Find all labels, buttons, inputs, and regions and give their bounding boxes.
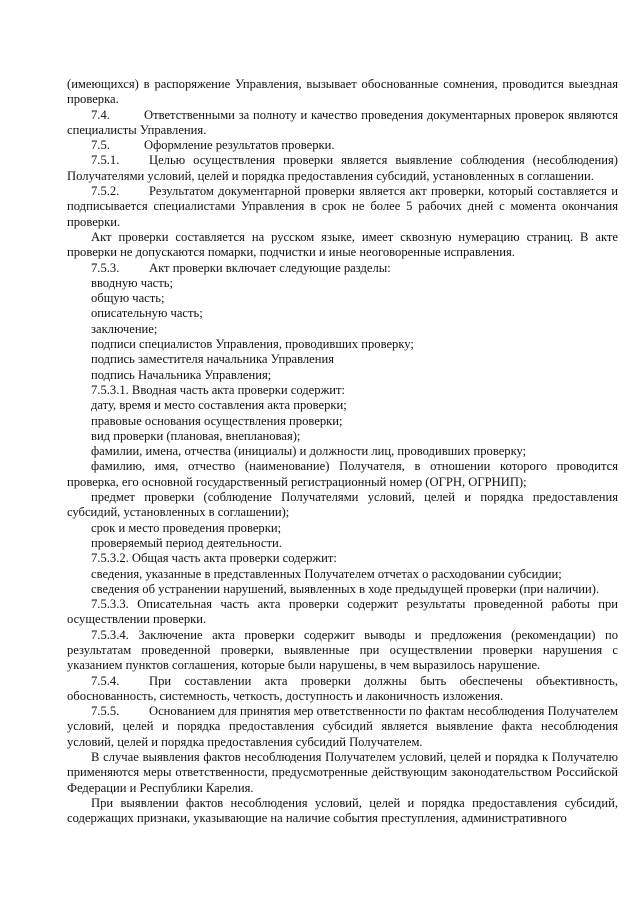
clause-number: 7.5.4.	[91, 673, 120, 688]
list-item: описательную часть;	[91, 306, 203, 321]
heading-7-5-3-2: 7.5.3.2. Общая часть акта проверки содержит:	[91, 551, 337, 566]
list-item: подпись заместителя начальника Управления	[91, 352, 335, 367]
list-item: заключение;	[91, 321, 158, 336]
list-item: дату, время и место составления акта проверки;	[91, 398, 347, 413]
paragraph-continuation: (имеющихся) в распоряжение Управления, вызывает обоснованные сомнения, проводится выездная проверка.	[67, 77, 618, 107]
list-item: предмет проверки (соблюдение Получателями условий, целей и порядка предоставления субсидий, установленных в соглашении);	[67, 490, 618, 520]
paragraph-7-5-3-3: 7.5.3.3. Описательная часть акта проверки содержит результаты проведенной работы при осуществлении проверки.	[67, 597, 618, 627]
list-item: подписи специалистов Управления, проводивших проверку;	[91, 337, 414, 352]
list-item: вид проверки (плановая, внеплановая);	[91, 428, 301, 443]
clause-number: 7.5.5.	[91, 704, 120, 719]
paragraph-responsibility: В случае выявления фактов несоблюдения Получателем условий, целей и порядка к Получателю применяются меры ответственности, предусмотренные действующим законодательством Российской Федерации и Республики Карелия.	[67, 750, 618, 795]
list-item: фамилию, имя, отчество (наименование) Получателя, в отношении которого проводится проверка, его основной государственный регистрационный номер (ОГРН, ОГРНИП);	[67, 459, 618, 489]
list-item: подпись Начальника Управления;	[91, 367, 272, 382]
paragraph-act-language: Акт проверки составляется на русском языке, имеет сквозную нумерацию страниц. В акте проверки не допускаются помарки, подчистки и иные неоговоренные исправления.	[67, 229, 618, 260]
clause-number: 7.5.1.	[91, 153, 120, 168]
list-item: проверяемый период деятельности.	[91, 535, 282, 550]
list-item: сведения об устранении нарушений, выявленных в ходе предыдущей проверки (при наличии).	[91, 581, 600, 596]
paragraph-7-4: 7.4. Ответственными за полноту и качество проведения документарных проверок являются специалисты Управления.	[67, 107, 618, 137]
clause-number: 7.5.	[91, 138, 110, 153]
paragraph-7-5-3-4: 7.5.3.4. Заключение акта проверки содержит выводы и предложения (рекомендации) по результатам проведенной проверки, выявленные при осуществлении проверки нарушения с указанием пунктов соглашения, которые были нарушены, в чем выразилось нарушение.	[67, 627, 618, 673]
heading-7-5-3-1: 7.5.3.1. Вводная часть акта проверки содержит:	[91, 382, 346, 397]
clause-number: 7.4.	[91, 107, 110, 122]
paragraph-crime-signs: При выявлении фактов несоблюдения условий, целей и порядка предоставления субсидий, содержащих признаки, указывающие на наличие события преступления, административного	[67, 795, 618, 826]
document-page	[67, 77, 618, 827]
list-item: сведения, указанные в представленных Получателем отчетах о расходовании субсидии;	[91, 566, 562, 581]
paragraph-7-5: 7.5. Оформление результатов проверки.	[91, 138, 335, 153]
paragraph-7-5-1: 7.5.1. Целью осуществления проверки является выявление соблюдения (несоблюдения) Получателями условий, целей и порядка предоставления субсидий, установленных в соглашении.	[67, 153, 618, 183]
paragraph-7-5-3: 7.5.3. Акт проверки включает следующие разделы:	[91, 260, 391, 275]
paragraph-7-5-2: 7.5.2. Результатом документарной проверки является акт проверки, который составляется и подписывается специалистами Управления в срок не более 5 рабочих дней с момента окончания проверки.	[67, 184, 618, 229]
list-item: правовые основания осуществления проверки;	[91, 413, 343, 428]
list-item: фамилии, имена, отчества (инициалы) и должности лиц, проводивших проверку;	[91, 444, 527, 459]
list-item: вводную часть;	[91, 275, 174, 290]
clause-number: 7.5.3.	[91, 260, 120, 275]
clause-number: 7.5.2.	[91, 184, 120, 199]
list-item: общую часть;	[91, 291, 165, 306]
paragraph-7-5-5: 7.5.5. Основанием для принятия мер ответственности по фактам несоблюдения Получателем условий, целей и порядка предоставления субсидий является выявление факта несоблюдения условий, целей и порядка предоставления субсидий Получателем.	[67, 704, 618, 749]
paragraph-7-5-4: 7.5.4. При составлении акта проверки должны быть обеспечены объективность, обоснованность, системность, четкость, доступность и лаконичность изложения.	[67, 673, 618, 703]
list-item: срок и место проведения проверки;	[91, 520, 282, 535]
